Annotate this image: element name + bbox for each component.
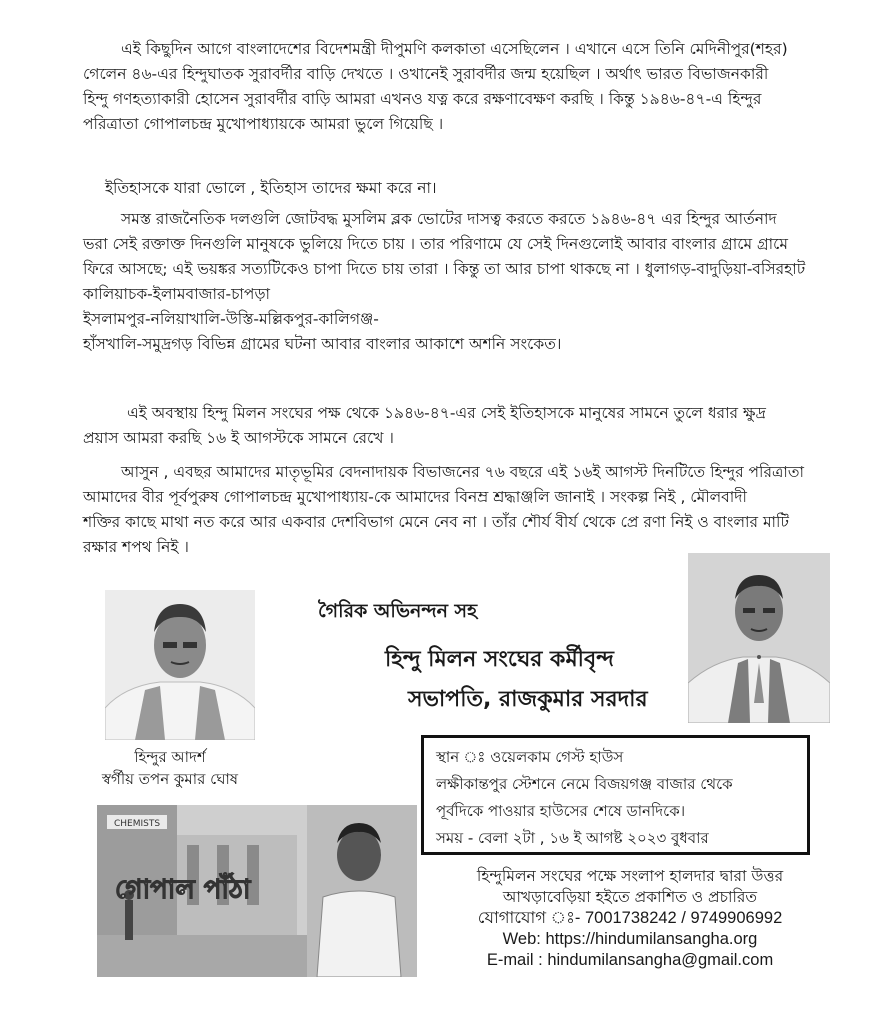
text-line: আমাদের বীর পূর্বপুরুষ গোপালচন্দ্র মুখোপাধ্যায়-কে আমাদের বিনম্র শ্রদ্ধাঞ্জলি জানাই । সংকল্প নিই , মৌলবাদী — [83, 488, 747, 506]
publisher-line-2: আখড়াবেড়িয়া হইতে প্রকাশিত ও প্রচারিত — [502, 888, 758, 906]
caption-name: স্বর্গীয় তপন কুমার ঘোষ — [101, 770, 239, 788]
text-line: আসুন , এবছর আমাদের মাতৃভূমির বেদনাদায়ক বিভাজনের ৭৬ বছরে এই ১৬ই আগস্ট দিনটিতে হিন্দুর পরিত্রাতা — [121, 463, 805, 481]
photo-overlay-title: গোপাল পাঁঠা — [115, 875, 251, 905]
text-line: এই কিছুদিন আগে বাংলাদেশের বিদেশমন্ত্রী দীপুমণি কলকাতা এসেছিলেন । এখানে এসে তিনি মেদিনীপুর(শহর) — [121, 40, 788, 58]
shop-sign: CHEMISTS — [113, 819, 161, 829]
paragraph-effort — [83, 401, 833, 451]
person-silhouette-icon — [105, 590, 255, 740]
text-line: শক্তির কাছে মাথা নত করে আর একবার দেশবিভাগ মেনে নেব না । তাঁর শৌর্য বীর্য থেকে প্রে রণা নিই ও বাংলার মাটি — [83, 513, 789, 531]
organization-name: হিন্দু মিলন সংঘের কর্মীবৃন্দ — [385, 647, 614, 672]
website-link[interactable]: Web: https://hindumilansangha.org — [502, 930, 758, 948]
caption-title: হিন্দুর আদর্শ — [134, 748, 206, 766]
portrait-photo-left — [105, 590, 255, 740]
paragraph-intro — [83, 37, 833, 137]
venue-time: সময় - বেলা ২টা , ১৬ ই আগষ্ট ২০২৩ বুধবার — [436, 829, 709, 847]
greeting-text: গৈরিক অভিনন্দন সহ — [318, 600, 478, 622]
paragraph-quote — [83, 176, 833, 201]
publisher-line-1: হিন্দুমিলন সংঘের পক্ষে সংলাপ হালদার দ্বারা উত্তর — [476, 867, 784, 885]
text-line: প্রয়াস আমরা করছি ১৬ ই আগস্টকে সামনে রেখে । — [83, 429, 394, 447]
text-line: কালিয়াচক-ইলামবাজার-চাপড়া — [83, 285, 271, 303]
text-line: ভরা সেই রক্তাক্ত দিনগুলি মানুষকে ভুলিয়ে দিতে চায় । তার পরিণামে যে সেই দিনগুলোই আবার বাংলার গ্রামে গ্রামে — [83, 235, 788, 253]
venue-place: স্থান ঃ ওয়েলকাম গেস্ট হাউস — [436, 748, 624, 766]
venue-direction-2: পূর্বদিকে পাওয়ার হাউসের শেষে ডানদিকে। — [436, 802, 686, 820]
text-line: ইসলামপুর-নলিয়াখালি-উস্তি-মল্লিকপুর-কালিগঞ্জ- — [83, 310, 379, 328]
portrait-caption — [80, 746, 260, 790]
contact-phone: যোগাযোগ ঃ- 7001738242 / 9749906992 — [477, 909, 783, 927]
text-line: রক্ষার শপথ নিই । — [83, 538, 189, 556]
venue-direction-1: লক্ষীকান্তপুর স্টেশনে নেমে বিজয়গঞ্জ বাজার থেকে — [436, 775, 733, 793]
portrait-photo-right — [688, 553, 830, 723]
text-line: ইতিহাসকে যারা ভোলে , ইতিহাস তাদের ক্ষমা করে না। — [105, 179, 437, 197]
text-line: গেলেন ৪৬-এর হিন্দুঘাতক সুরাবর্দীর বাড়ি দেখতে । ওখানেই সুরাবর্দীর জন্ম হয়েছিল । অর্থাৎ ভারত বিভাজনকারী — [83, 65, 769, 83]
venue-box — [421, 735, 810, 855]
text-line: ফিরে আসছে; এই ভয়ঙ্কর সত্যটিকেও চাপা দিতে চায় তারা । কিন্তু তা আর চাপা থাকছে না । ধুলাগড়-বাদুড়িয়া-বসিরহাট — [83, 260, 806, 278]
text-line: সমস্ত রাজনৈতিক দলগুলি জোটবদ্ধ মুসলিম ব্লক ভোটের দাসত্ব করতে করতে ১৯৪৬-৪৭ এর হিন্দুর আর্তনাদ — [121, 210, 777, 228]
president-name: সভাপতি, রাজকুমার সরদার — [408, 687, 648, 712]
text-line: হিন্দু গণহত্যাকারী হোসেন সুরাবর্দীর বাড়ি আমরা এখনও যত্ন করে রক্ষণাবেক্ষণ করছি । কিন্তু ১৯৪৬-৪৭-এ হিন্দুর — [83, 90, 762, 108]
publisher-block — [425, 866, 835, 971]
text-line: পরিত্রাতা গোপালচন্দ্র মুখোপাধ্যায়কে আমরা ভুলে গিয়েছি । — [83, 115, 444, 133]
paragraph-history — [83, 207, 833, 357]
email-link[interactable]: E-mail : hindumilansangha@gmail.com — [486, 951, 774, 969]
historical-photo — [97, 805, 417, 977]
person-greeting-icon — [688, 553, 830, 723]
text-line: এই অবস্থায় হিন্দু মিলন সংঘের পক্ষ থেকে ১৯৪৬-৪৭-এর সেই ইতিহাসকে মানুষের সামনে তুলে ধরার ক্ষুদ্র — [127, 404, 766, 422]
text-line: হাঁসখালি-সমুদ্রগড় বিভিন্ন গ্রামের ঘটনা আবার বাংলার আকাশে অশনি সংকেত। — [83, 335, 562, 353]
paragraph-appeal — [83, 460, 833, 560]
